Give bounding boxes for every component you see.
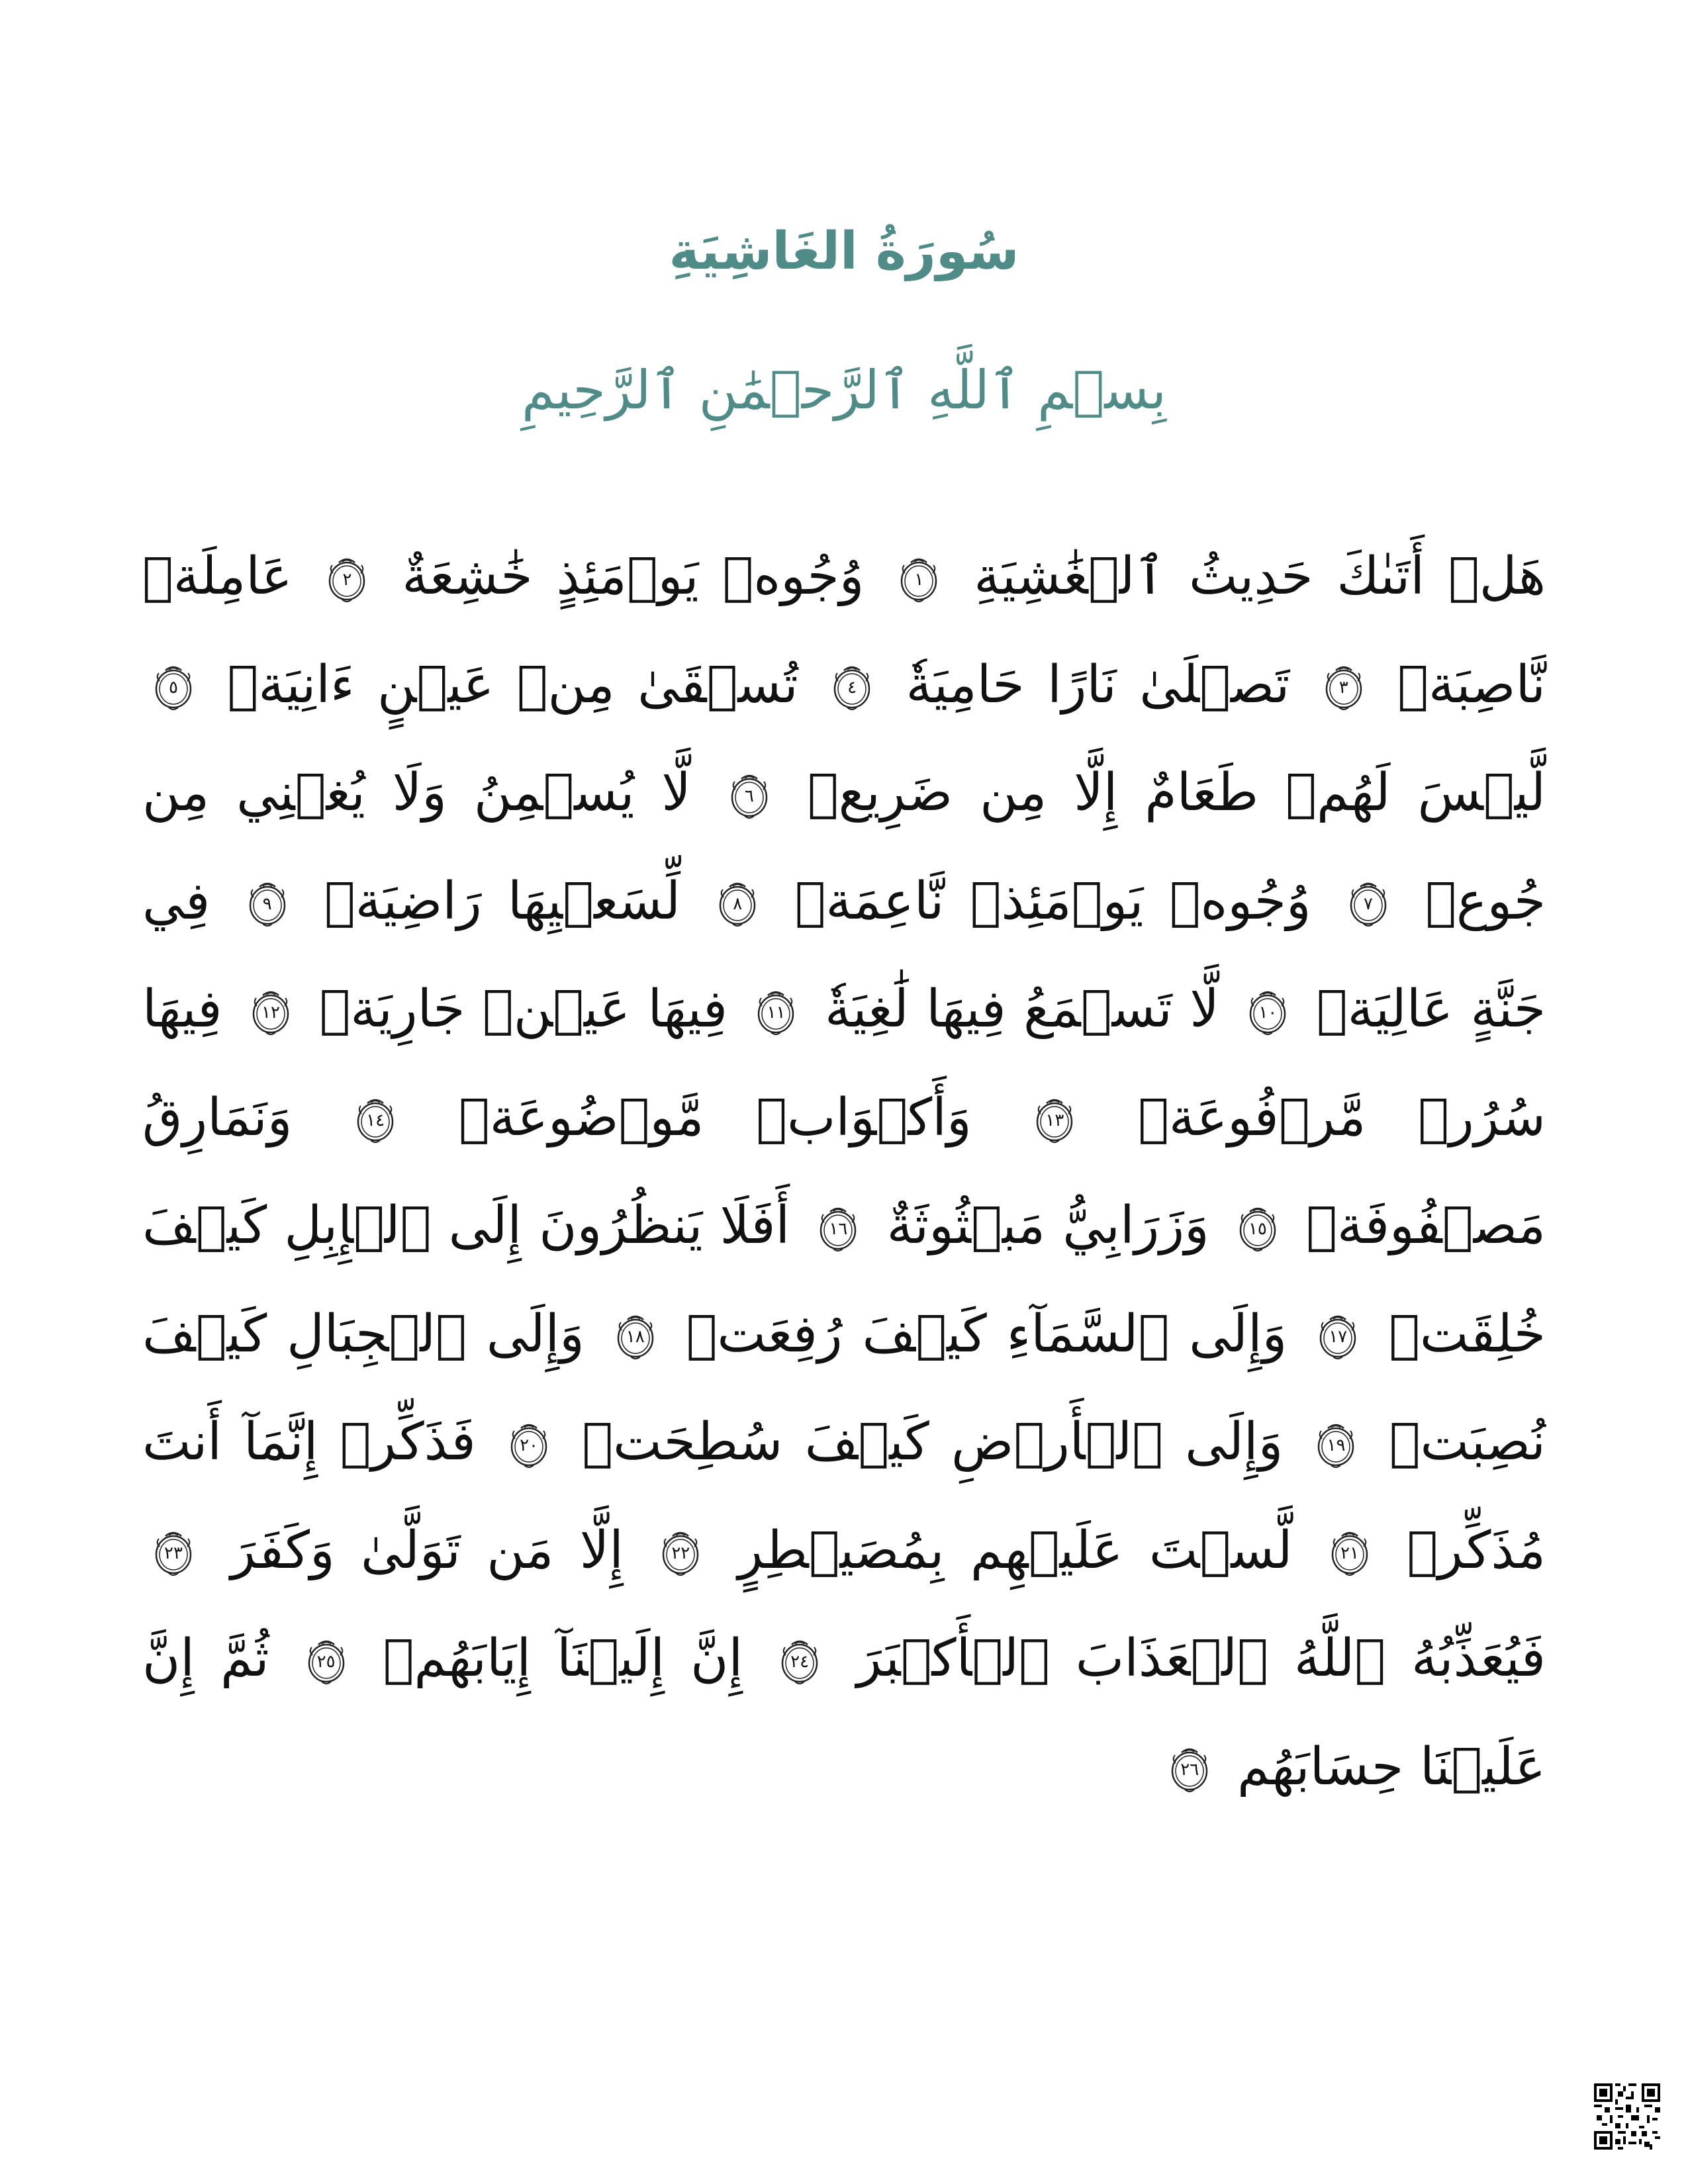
ayah-text: إِنَّ إِلَيۡنَآ إِيَابَهُمۡ: [383, 1629, 743, 1688]
ayah-number: ٦: [744, 786, 754, 806]
ayah: [240, 979, 727, 1039]
ayah-number: ١٢: [261, 1002, 280, 1023]
ayah-number: ١٨: [626, 1327, 645, 1347]
ayah-number: ١٦: [829, 1218, 848, 1239]
ayah-number-marker: [508, 1422, 549, 1469]
ayah-number: ٩: [262, 894, 272, 915]
ayah: [718, 763, 1546, 823]
ayah-number: ١: [914, 569, 924, 590]
basmala: بِسۡمِ ٱللَّهِ ٱلرَّحۡمَٰنِ ٱلرَّحِيمِ: [521, 359, 1167, 421]
ayah-number: ٨: [733, 894, 743, 915]
ayah-number-marker: [779, 1638, 820, 1686]
ayah-number: ٢٤: [790, 1651, 810, 1672]
ayah: [295, 1629, 743, 1688]
ayah-number-marker: [1237, 1205, 1278, 1253]
ayah-number-marker: [1034, 1097, 1075, 1144]
ayah: [142, 655, 798, 715]
ayah: [888, 547, 1546, 606]
ayah: [807, 1196, 1209, 1255]
ayah-number-marker: [615, 1313, 656, 1361]
ayah-number: ٤: [847, 678, 857, 698]
ayah-text: عَامِلَةٞ نَّاصِبَةٞ: [142, 547, 1546, 715]
ayah: [498, 1412, 1283, 1472]
qr-code-icon: [1594, 2083, 1660, 2150]
ayah-text: وَإِلَى ٱلسَّمَآءِ كَيۡفَ رُفِعَتۡ: [686, 1304, 1288, 1364]
ayah-text: فَذَكِّرۡ إِنَّمَآ أَنتَ مُذَكِّرٞ: [142, 1412, 1546, 1580]
ayah-number: ١٩: [1327, 1435, 1346, 1455]
ayah-number: ٢٢: [671, 1543, 690, 1564]
ayah-number: ٥: [169, 678, 178, 698]
ayah: [316, 547, 864, 606]
ayah-number: ٢: [342, 569, 352, 590]
verses-block: [142, 523, 1546, 1821]
ayah: [236, 872, 680, 931]
ayah-number: ١٣: [1045, 1111, 1064, 1131]
ayah-number-marker: [1317, 1313, 1358, 1361]
ayah-text: وَنَمَارِقُ مَصۡفُوفَةٞ: [142, 1087, 1546, 1255]
ayah-number-marker: [326, 556, 367, 604]
ayah-text: وَأَكۡوَابٞ مَّوۡضُوعَةٞ: [458, 1087, 972, 1148]
ayah-number-marker: [1323, 664, 1364, 711]
ayah: [706, 872, 1311, 931]
ayah-number: ١٥: [1248, 1218, 1267, 1239]
ayah: [649, 1521, 1292, 1580]
ayah-text: وُجُوهٞ يَوۡمَئِذٖ نَّاعِمَةٞ: [794, 871, 1311, 931]
ayah: [821, 655, 1289, 715]
ayah-text: هَلۡ أَتَىٰكَ حَدِيثُ ٱلۡغَٰشِيَةِ: [974, 547, 1546, 606]
ayah-number-marker: [306, 1638, 347, 1686]
ayah-number-marker: [1315, 1422, 1356, 1469]
ayah-number-marker: [153, 664, 194, 711]
ayah-text: لَّسۡتَ عَلَيۡهِم بِمُصَيۡطِرٍ: [737, 1520, 1293, 1580]
ayah-text: وَإِلَى ٱلۡجِبَالِ كَيۡفَ نُصِبَتۡ: [142, 1304, 1546, 1472]
ayah-text: وَإِلَى ٱلۡأَرۡضِ كَيۡفَ سُطِحَتۡ: [582, 1412, 1284, 1472]
ayah-text: أَفَلَا يَنظُرُونَ إِلَى ٱلۡإِبِلِ كَيۡفَ خُلِقَتۡ: [142, 1196, 1546, 1364]
ayah: [142, 1521, 624, 1580]
ayah-text: لَّا يُسۡمِنُ وَلَا يُغۡنِي مِن جُوعٖ: [142, 763, 1546, 931]
ayah: [769, 1629, 1546, 1688]
ayah-number: ٣: [1338, 678, 1348, 698]
ayah-text: فِيهَا عَيۡنٞ جَارِيَةٞ: [319, 979, 728, 1039]
ayah-number-marker: [831, 664, 872, 711]
ayah-number: ١٠: [1258, 1002, 1278, 1023]
surah-title: سُورَةُ الغَاشِيَةِ: [669, 222, 1019, 281]
ayah-number: ١٧: [1329, 1327, 1348, 1347]
ayah-number: ٢٥: [316, 1651, 336, 1672]
ayah-number: ٢٣: [164, 1543, 183, 1564]
ayah-number-marker: [1169, 1746, 1210, 1794]
ayah-text: لَّيۡسَ لَهُمۡ طَعَامٌ إِلَّا مِن ضَرِيعٖ: [807, 763, 1546, 823]
ayah-number: ٢٦: [1180, 1760, 1199, 1780]
ayah-text: فِيهَا سُرُرٞ مَّرۡفُوعَةٞ: [142, 979, 1546, 1148]
ayah-number-marker: [755, 989, 796, 1036]
ayah-number-marker: [717, 880, 758, 928]
ayah-number-marker: [1247, 989, 1288, 1036]
ayah-text: فَيُعَذِّبُهُ ٱللَّهُ ٱلۡعَذَابَ ٱلۡأَكۡبَرَ: [857, 1629, 1546, 1688]
ayah-number-marker: [1329, 1529, 1370, 1577]
ayah-number-marker: [818, 1205, 859, 1253]
ayah-text: ثُمَّ إِنَّ عَلَيۡنَا حِسَابَهُم: [142, 1629, 1546, 1797]
ayah-text: تُسۡقَىٰ مِنۡ عَيۡنٍ ءَانِيَةٖ: [227, 655, 798, 715]
ayah-number-marker: [355, 1097, 396, 1144]
ayah-text: وَزَرَابِيُّ مَبۡثُوثَةٌ: [886, 1196, 1209, 1255]
ayah-number-marker: [1348, 880, 1389, 928]
ayah-number-marker: [660, 1529, 701, 1577]
ayah-number-marker: [898, 556, 939, 604]
ayah-text: فِي جَنَّةٍ عَالِيَةٖ: [142, 871, 1546, 1039]
ayah-number-marker: [250, 989, 291, 1036]
ayah: [344, 1088, 972, 1148]
ayah-number: ٧: [1363, 894, 1373, 915]
ayah: [604, 1304, 1288, 1364]
ayah-number: ١٤: [366, 1111, 385, 1131]
ayah-number: ٢١: [1340, 1543, 1359, 1564]
ayah-text: وُجُوهٞ يَوۡمَئِذٍ خَٰشِعَةٌ: [402, 547, 865, 606]
ayah-number: ١١: [767, 1002, 786, 1023]
ayah-text: لِّسَعۡيِهَا رَاضِيَةٞ: [324, 871, 680, 931]
ayah-number: ٢٠: [520, 1435, 539, 1455]
ayah-text: تَصۡلَىٰ نَارًا حَامِيَةٗ: [906, 655, 1290, 715]
ayah-text: إِلَّا مَن تَوَلَّىٰ وَكَفَرَ: [230, 1520, 624, 1580]
ayah-number-marker: [153, 1529, 194, 1577]
ayah-number-marker: [729, 772, 770, 820]
ayah: [745, 979, 1219, 1039]
ayah-text: لَّا تَسۡمَعُ فِيهَا لَٰغِيَةٗ: [824, 979, 1219, 1039]
ayah-number-marker: [247, 880, 288, 928]
